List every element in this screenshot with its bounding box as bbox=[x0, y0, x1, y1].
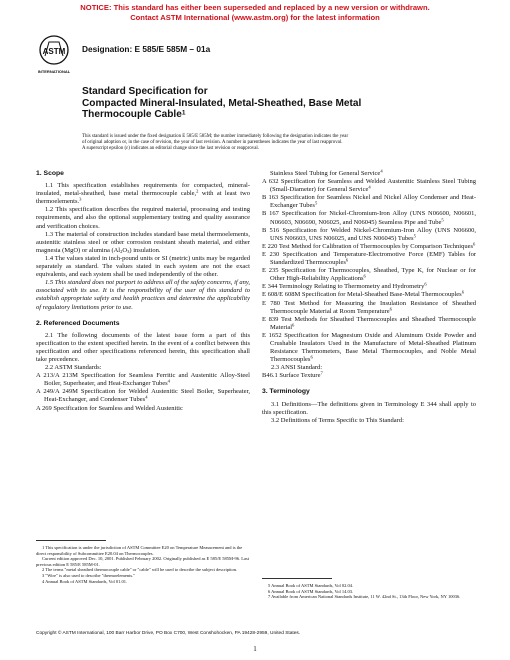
paragraph-1-3: 1.3 The material of construction includes standard base metal thermoelements, austenitic stainless steel or other corrosion resistant sheath material, and either magnesia (MgO) or alumina $(Al_2O_3)$ insulation. bbox=[36, 230, 250, 254]
reference-item: B 163 Specification for Seamless Nickel and Nickel Alloy Condenser and Heat-Exchanger Tubes$^5$ bbox=[262, 194, 476, 210]
reference-item: E 230 Specification and Temperature-Electromotive Force (EMF) Tables for Standardized Thermocouples$^6$ bbox=[262, 250, 476, 267]
left-column bbox=[36, 170, 250, 413]
paragraph-2-2: 2.2 ASTM Standards: bbox=[45, 364, 102, 372]
document-title bbox=[82, 86, 442, 121]
reference-item: A 249/A 249M Specification for Welded Austenitic Steel Boiler, Superheater, Heat-Exchanger, and Condenser Tubes$^4$ bbox=[36, 388, 250, 404]
section-heading-scope: 1. Scope bbox=[36, 170, 64, 177]
right-column bbox=[262, 170, 476, 425]
paragraph-1-4: 1.4 The values stated in inch-pound units or SI (metric) units may be regarded separately as standard. The values stated in each system are not the exact equivalents, and each system shall be used independently of the other. bbox=[36, 254, 250, 279]
paragraph-2-1: 2.1 The following documents of the latest issue form a part of this specification to the extent specified herein. In the event of a conflict between this specification and other specifications referenced herein, this specification shall take precedence. bbox=[36, 331, 250, 363]
notice-line-1: NOTICE: This standard has either been superseded and replaced by a new version or withdrawn. bbox=[80, 3, 430, 12]
notice-line-2: Contact ASTM International (www.astm.org) for the latest information bbox=[130, 12, 380, 22]
reference-item: B46.1 Surface Texture$^7$ bbox=[262, 371, 323, 380]
astm-logo bbox=[36, 34, 72, 78]
paragraph-1-2: 1.2 This specification describes the required material, processing and testing requirements, and also the optional supplementary testing and quality assurance and verification choices. bbox=[36, 206, 250, 230]
section-heading-referenced-documents: 2. Referenced Documents bbox=[36, 319, 120, 327]
designation: Designation: E 585/E 585M – 01a bbox=[82, 44, 211, 54]
footnotes-right bbox=[262, 583, 476, 600]
footnote: 4 Annual Book of ASTM Standards, Vol 01.01. bbox=[42, 578, 128, 584]
reference-continuation: Stainless Steel Tubing for General Service$^4$ bbox=[270, 168, 383, 177]
title-line-1: Standard Specification for bbox=[82, 86, 208, 97]
footnote: 6 Annual Book of ASTM Standards, Vol 14.03. bbox=[268, 588, 354, 594]
reference-item: B 167 Specification for Nickel-Chromium-Iron Alloy (UNS N06600, N06601, N06603, N06690, N06025, and N06045) Seamless Pipe and Tube$^5$ bbox=[262, 210, 476, 226]
section-heading-terminology: 3. Terminology bbox=[262, 388, 310, 396]
reference-item: B 516 Specification for Welded Nickel-Chromium-Iron Alloy (UNS N06600, UNS N06603, UNS N06025, and UNS N06045) Tubes$^5$ bbox=[262, 226, 476, 242]
footnote: Current edition approved Dec. 10, 2001. Published February 2002. Originally published as E 585/E 585M-96. Last previous edition E 585/E 585M-01. bbox=[36, 556, 249, 567]
paragraph-1-5: 1.5 This standard does not purport to address all of the safety concerns, if any, associated with its use. It is the responsibility of the user of this standard to establish appropriate safety and health practices and determine the applicability of regulatory limitations prior to use. bbox=[36, 279, 250, 311]
reference-item: E 608/E 608M Specification for Metal-Sheathed Base-Metal Thermocouples$^6$ bbox=[262, 290, 464, 299]
footnote: 7 Available from American National Standards Institute, 11 W. 42nd St., 13th Floor, New York, NY 10036. bbox=[268, 594, 461, 600]
reference-item: A 632 Specification for Seamless and Welded Austenitic Stainless Steel Tubing (Small-Diameter) for General Service$^4$ bbox=[262, 178, 476, 194]
footnote-divider-left bbox=[36, 540, 106, 541]
title-line-2: Compacted Mineral-Insulated, Metal-Sheathed, Base Metal bbox=[82, 97, 362, 109]
reference-item: E 235 Specification for Thermocouples, Sheathed, Type K, for Nuclear or for Other High-Reliability Applications$^6$ bbox=[262, 267, 476, 283]
footnote: 3 "Wire" is also used to describe "thermoelements." bbox=[42, 572, 136, 578]
logo-text: ASTM bbox=[42, 47, 66, 56]
footnotes-left bbox=[36, 545, 250, 584]
paragraph-3-2: 3.2 Definitions of Terms Specific to This Standard: bbox=[271, 416, 404, 424]
footnote-divider-right bbox=[262, 578, 332, 579]
footnote: 1 This specification is under the jurisdiction of ASTM Committee E20 on Temperature Measurement and is the direct responsibility of Subcommittee E20.04 on Thermocouples. bbox=[36, 545, 243, 556]
copyright-line: Copyright © ASTM International, 100 Barr Harbor Drive, PO Box C700, West Conshohocken, PA 19428-2959, United States. bbox=[36, 631, 301, 636]
paragraph-1-1: 1.1 This specification establishes requirements for compacted, mineral-insulated, metal-sheathed, base metal thermocouple cable,$^2$ with at least two thermoelements.$^3$ bbox=[36, 182, 250, 206]
footnote: 2 The terms "metal sheathed thermocouple cable" or "cable" will be used to describe the subject description. bbox=[42, 567, 238, 573]
logo-subtext: INTERNATIONAL bbox=[37, 69, 71, 74]
reference-item: E 780 Test Method for Measuring the Insulation Resistance of Sheathed Thermocouple Material at Room Temperature$^6$ bbox=[262, 299, 476, 315]
footnote: 5 Annual Book of ASTM Standards, Vol 02.04. bbox=[268, 583, 354, 588]
issuance-statement: This standard is issued under the fixed designation E 585/E 585M; the number immediately following the designation indicates the year of original adoption or, in the case of revision, the year of last revision. A number in parentheses indicates the year of last reapproval. A superscript epsilon (ε) indicates an editorial change since the last revision or reapproval. bbox=[82, 134, 349, 152]
withdrawn-notice bbox=[0, 3, 510, 22]
reference-item: E 220 Test Method for Calibration of Thermocouples by Comparison Techniques$^6$ bbox=[262, 241, 476, 250]
reference-item: E 1652 Specification for Magnesium Oxide and Aluminum Oxide Powder and Crushable Insulators Used in the Manufacture of Metal-Sheathed Platinum Resistance Thermometers, Base Metal Thermocouples, and Noble Metal Thermocouples$^6$ bbox=[262, 331, 476, 364]
title-line-3: Thermocouple Cable$^1$ bbox=[82, 109, 186, 120]
paragraph-3-1: 3.1 Definitions—The definitions given in Terminology E 344 shall apply to this specification. bbox=[262, 400, 476, 416]
reference-item: E 839 Test Methods for Sheathed Thermocouples and Sheathed Thermocouple Material$^6$ bbox=[262, 315, 476, 331]
paragraph-2-3: 2.3 ANSI Standard: bbox=[271, 364, 323, 372]
reference-item: A 269 Specification for Seamless and Welded Austenitic bbox=[36, 404, 183, 412]
reference-item: E 344 Terminology Relating to Thermometry and Hydrometry$^6$ bbox=[262, 282, 427, 291]
page-number: 1 bbox=[253, 645, 257, 653]
reference-item: A 213/A 213M Specification for Seamless Ferritic and Austenitic Alloy-Steel Boiler, Superheater, and Heat-Exchanger Tubes$^4$ bbox=[36, 372, 250, 388]
